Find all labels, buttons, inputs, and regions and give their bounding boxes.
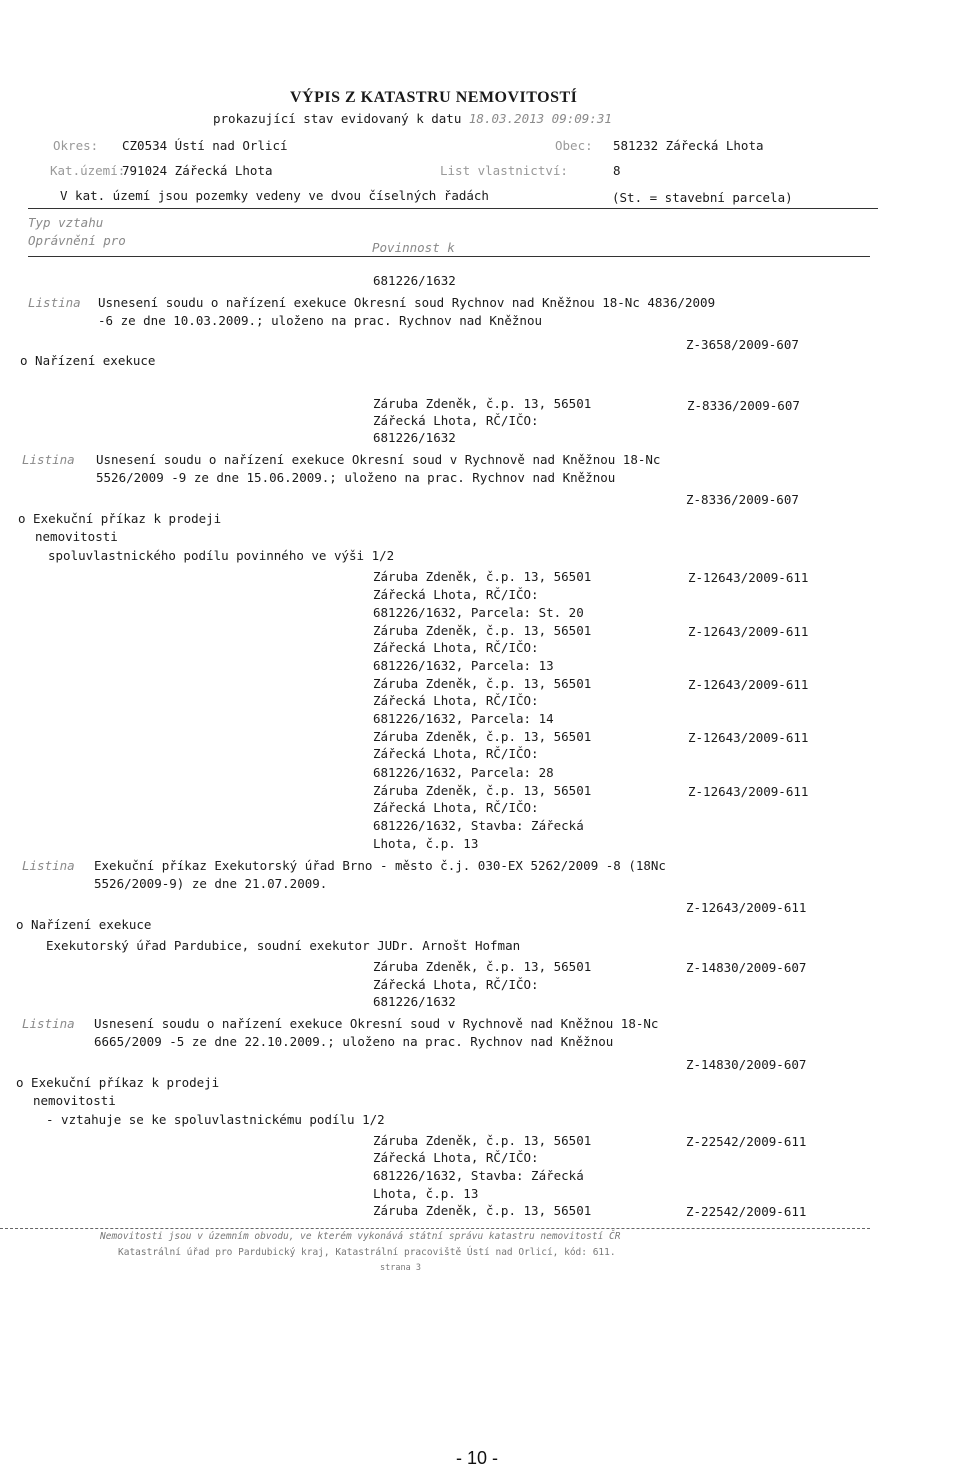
b3-entry1-line3: 681226/1632, Parcela: St. 20: [373, 605, 584, 620]
b3-entry1-ref: Z-12643/2009-611: [688, 570, 809, 585]
b3-listina-line1: Exekuční příkaz Exekutorský úřad Brno - město č.j. 030-EX 5262/2009 -8 (18Nc: [94, 858, 666, 873]
b5-entry2-line1: Záruba Zdeněk, č.p. 13, 56501: [373, 1203, 592, 1218]
b1-listina-line1: Usnesení soudu o nařízení exekuce Okresní soud Rychnov nad Kněžnou 18-Nc 4836/2009: [98, 295, 716, 310]
b3-entry1-line1: Záruba Zdeněk, č.p. 13, 56501: [373, 569, 592, 584]
b5-entry1-ref: Z-22542/2009-611: [686, 1134, 807, 1149]
b3-entry3-line2: Zářecká Lhota, RČ/IČO:: [373, 693, 539, 708]
b3-type-line1: o Exekuční příkaz k prodeji: [18, 511, 222, 526]
katuzemi-label: Kat.území:: [50, 163, 126, 178]
b3-entry2-ref: Z-12643/2009-611: [688, 624, 809, 639]
b2-ref2: Z-8336/2009-607: [686, 492, 799, 507]
stavebni-note: (St. = stavební parcela): [612, 190, 793, 205]
b4-listina-line1: Usnesení soudu o nařízení exekuce Okresní soud v Rychnově nad Kněžnou 18-Nc: [94, 1016, 659, 1031]
b4-listina-label: Listina: [22, 1016, 75, 1031]
lv-value: 8: [613, 163, 621, 178]
b1-type: o Nařízení exekuce: [20, 353, 156, 368]
b5-type-line1: o Exekuční příkaz k prodeji: [16, 1075, 220, 1090]
b2-party-line1: Záruba Zdeněk, č.p. 13, 56501: [373, 396, 592, 411]
b3-entry1-line2: Zářecká Lhota, RČ/IČO:: [373, 587, 539, 602]
b3-entry5-line1: Záruba Zdeněk, č.p. 13, 56501: [373, 783, 592, 798]
b5-type-line2: nemovitosti: [33, 1093, 116, 1108]
b3-entry5-line2: Zářecká Lhota, RČ/IČO:: [373, 800, 539, 815]
numbering-note: V kat. území jsou pozemky vedeny ve dvou číselných řadách: [60, 188, 489, 203]
page-number: - 10 -: [456, 1448, 499, 1468]
subtitle-text: prokazující stav evidovaný k datu: [213, 111, 462, 126]
b1-listina-line2: -6 ze dne 10.03.2009.; uloženo na prac. Rychnov nad Kněžnou: [98, 313, 543, 328]
obec-value: 581232 Zářecká Lhota: [613, 138, 764, 153]
typ-vztahu-label: Typ vztahu: [28, 215, 104, 230]
footer-divider: [0, 1228, 870, 1229]
b4-type-line2: Exekutorský úřad Pardubice, soudní exekutor JUDr. Arnošt Hofman: [46, 938, 521, 953]
b3-entry3-line1: Záruba Zdeněk, č.p. 13, 56501: [373, 676, 592, 691]
b3-entry4-line1: Záruba Zdeněk, č.p. 13, 56501: [373, 729, 592, 744]
lv-label: List vlastnictví:: [440, 163, 568, 178]
obec-label: Obec:: [555, 138, 593, 153]
subtitle-date: 18.03.2013 09:09:31: [468, 111, 612, 126]
b1-ref: Z-3658/2009-607: [686, 337, 799, 352]
okres-value: CZ0534 Ústí nad Orlicí: [122, 138, 288, 153]
b4-listina-line2: 6665/2009 -5 ze dne 22.10.2009.; uloženo na prac. Rychnov nad Kněžnou: [94, 1034, 614, 1049]
b2-party-line3: 681226/1632: [373, 430, 456, 445]
b4-ref2: Z-14830/2009-607: [686, 1057, 807, 1072]
b2-listina-line1: Usnesení soudu o nařízení exekuce Okresní soud v Rychnově nad Kněžnou 18-Nc: [96, 452, 661, 467]
b2-party-line2: Zářecká Lhota, RČ/IČO:: [373, 413, 539, 428]
b2-listina-line2: 5526/2009 -9 ze dne 15.06.2009.; uloženo na prac. Rychnov nad Kněžnou: [96, 470, 616, 485]
b5-entry1-line1: Záruba Zdeněk, č.p. 13, 56501: [373, 1133, 592, 1148]
b4-type-line1: o Nařízení exekuce: [16, 917, 152, 932]
b3-listina-line2: 5526/2009-9) ze dne 21.07.2009.: [94, 876, 328, 891]
b4-ref: Z-14830/2009-607: [686, 960, 807, 975]
footer-line1: Nemovitosti jsou v územním obvodu, ve kterém vykonává státní správu katastru nemovitostí ČR: [100, 1231, 621, 1242]
b2-ref: Z-8336/2009-607: [687, 398, 800, 413]
b3-entry2-line1: Záruba Zdeněk, č.p. 13, 56501: [373, 623, 592, 638]
b5-entry2-ref: Z-22542/2009-611: [686, 1204, 807, 1219]
column-divider: [28, 256, 870, 257]
footer-page-label: strana 3: [380, 1263, 421, 1273]
document-title: VÝPIS Z KATASTRU NEMOVITOSTÍ: [290, 89, 578, 106]
footer-line2: Katastrální úřad pro Pardubický kraj, Katastrální pracoviště Ústí nad Orlicí, kód: 611.: [118, 1247, 616, 1258]
b3-entry5-line4: Lhota, č.p. 13: [373, 836, 479, 851]
okres-label: Okres:: [53, 138, 99, 153]
b3-entry4-line2: Zářecká Lhota, RČ/IČO:: [373, 746, 539, 761]
b2-listina-label: Listina: [22, 452, 75, 467]
b3-entry4-ref: Z-12643/2009-611: [688, 730, 809, 745]
katuzemi-value: 791024 Zářecká Lhota: [122, 163, 273, 178]
b3-ref2: Z-12643/2009-611: [686, 900, 807, 915]
b4-party-line1: Záruba Zdeněk, č.p. 13, 56501: [373, 959, 592, 974]
subtitle: [213, 111, 612, 126]
b3-entry3-ref: Z-12643/2009-611: [688, 677, 809, 692]
b5-type-line3: - vztahuje se ke spoluvlastnickému podílu 1/2: [46, 1112, 385, 1127]
b3-type-line2: nemovitosti: [35, 529, 118, 544]
b3-type-line3: spoluvlastnického podílu povinného ve výši 1/2: [48, 548, 395, 563]
b5-entry1-line4: Lhota, č.p. 13: [373, 1186, 479, 1201]
b3-listina-label: Listina: [22, 858, 75, 873]
b3-entry5-line3: 681226/1632, Stavba: Zářecká: [373, 818, 584, 833]
b3-entry2-line3: 681226/1632, Parcela: 13: [373, 658, 554, 673]
b4-party-line3: 681226/1632: [373, 994, 456, 1009]
b3-entry2-line2: Zářecká Lhota, RČ/IČO:: [373, 640, 539, 655]
b1-listina-label: Listina: [28, 295, 81, 310]
b4-party-line2: Zářecká Lhota, RČ/IČO:: [373, 977, 539, 992]
b5-entry1-line2: Zářecká Lhota, RČ/IČO:: [373, 1150, 539, 1165]
b3-entry5-ref: Z-12643/2009-611: [688, 784, 809, 799]
b1-party-id: 681226/1632: [373, 273, 456, 288]
b3-entry3-line3: 681226/1632, Parcela: 14: [373, 711, 554, 726]
povinnost-label: Povinnost k: [372, 240, 455, 255]
b3-entry4-line3: 681226/1632, Parcela: 28: [373, 765, 554, 780]
header-divider: [28, 208, 878, 209]
b5-entry1-line3: 681226/1632, Stavba: Zářecká: [373, 1168, 584, 1183]
opravneni-label: Oprávnění pro: [28, 233, 126, 248]
